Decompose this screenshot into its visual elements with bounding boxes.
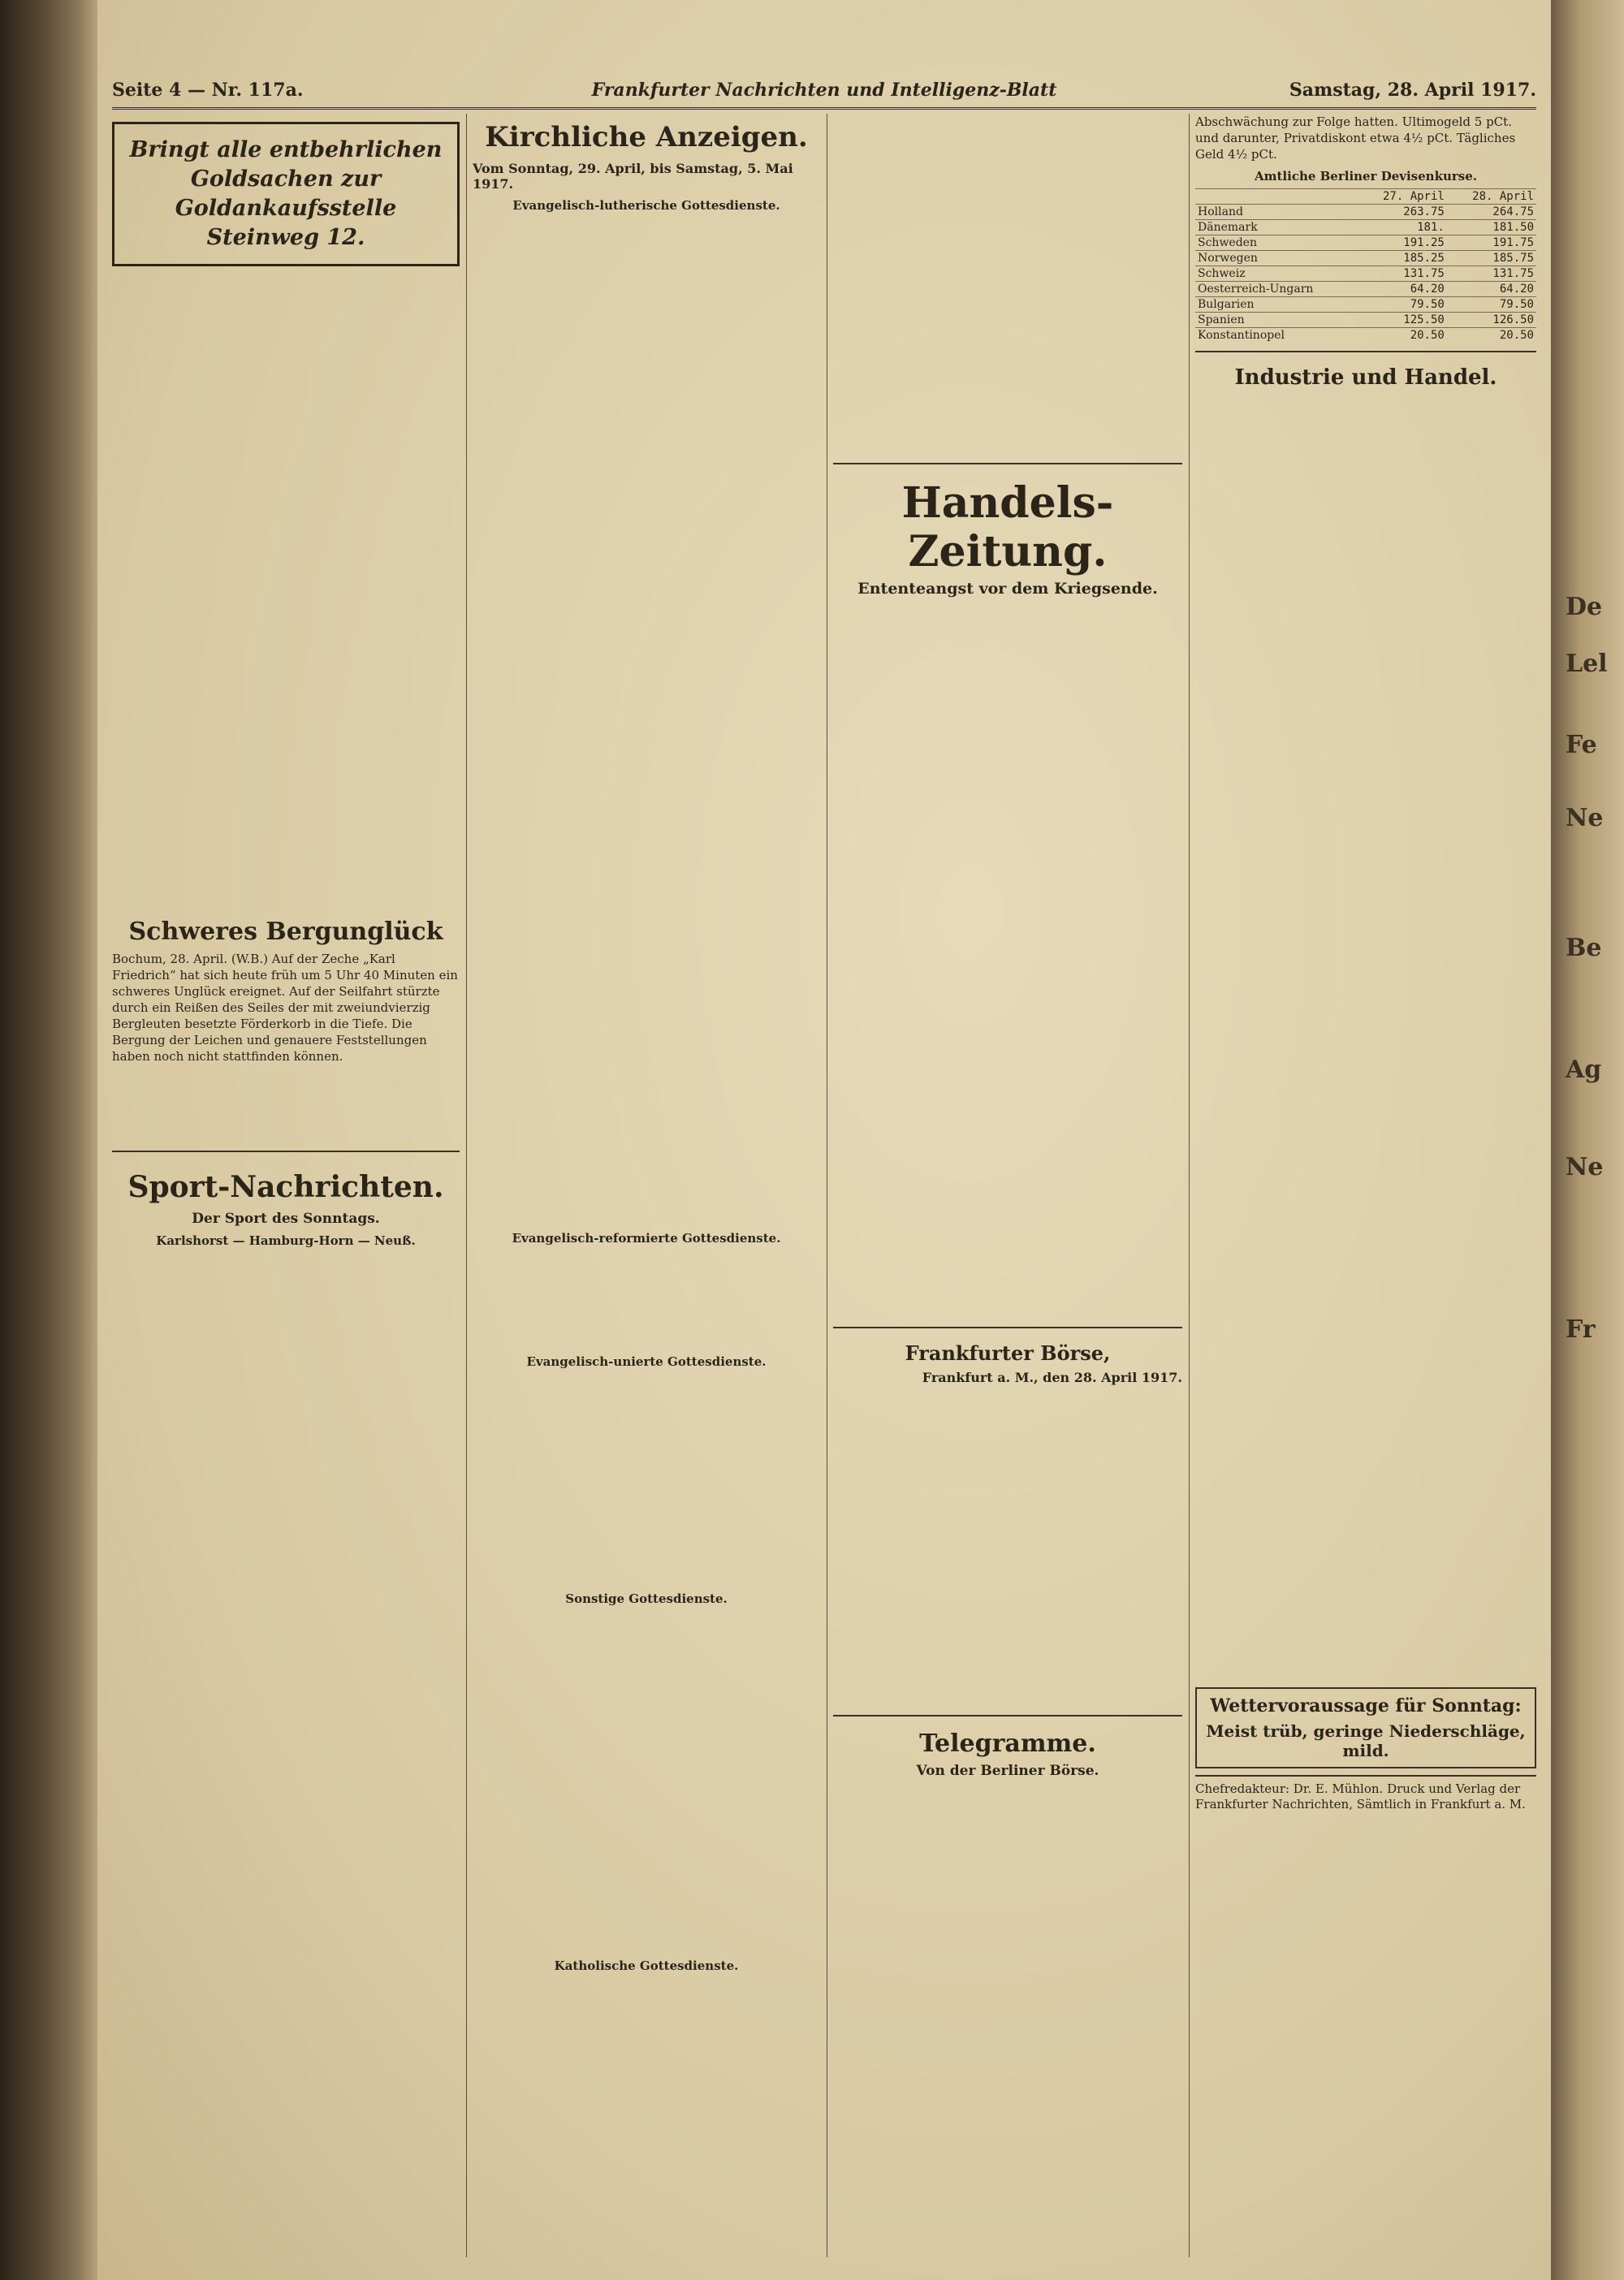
exchange-rates-title: Amtliche Berliner Devisenkurse. (1254, 169, 1477, 184)
table-cell: 185.25 (1358, 251, 1447, 266)
table-cell: 131.75 (1358, 266, 1447, 282)
telegrams-text (833, 1786, 1182, 2167)
mining-accident-text (112, 1069, 460, 1142)
industry-text (1195, 395, 1536, 1678)
table-cell: Spanien (1195, 313, 1358, 328)
church-notices-heading: Kirchliche Anzeigen. (485, 121, 808, 153)
telegrams-heading: Telegramme. (919, 1729, 1096, 1758)
column-3 (833, 114, 1182, 2257)
table-cell: Norwegen (1195, 251, 1358, 266)
table-cell: 125.50 (1358, 313, 1447, 328)
church-notices-continued (833, 114, 1182, 455)
table-row (1195, 313, 1536, 328)
weather-forecast-value: Meist trüb, geringe Niederschläge, mild. (1206, 1721, 1526, 1760)
section-united: Evangelisch-unierte Gottesdienste. (526, 1354, 767, 1369)
table-header-cell: 27. April (1358, 189, 1447, 205)
reformed-services-text (473, 1250, 820, 1348)
table-cell: 181. (1358, 220, 1447, 235)
section-lutheran: Evangelisch-lutherische Gottesdienste. (512, 198, 780, 213)
sport-heading: Sport-Nachrichten. (127, 1170, 444, 1204)
weather-forecast-title: Wettervoraussage für Sonntag: (1210, 1695, 1522, 1716)
table-cell: 79.50 (1447, 297, 1536, 313)
telegrams-subheading: Von der Berliner Börse. (916, 1763, 1099, 1779)
adjacent-fragment: Fe (1566, 731, 1597, 759)
table-cell: 64.20 (1358, 282, 1447, 297)
table-header-row (1195, 189, 1536, 205)
divider (833, 1327, 1182, 1328)
table-cell: 126.50 (1447, 313, 1536, 328)
table-cell: 64.20 (1447, 282, 1536, 297)
sport-text (112, 1254, 460, 2229)
adjacent-fragment: Fr (1566, 1315, 1596, 1344)
table-cell: 131.75 (1447, 266, 1536, 282)
table-cell: 20.50 (1447, 328, 1536, 343)
divider (833, 463, 1182, 464)
table-header-cell: 28. April (1447, 189, 1536, 205)
table-row (1195, 282, 1536, 297)
adjacent-fragment: Lel (1566, 650, 1608, 678)
table-row (1195, 205, 1536, 220)
adjacent-page-edge (1551, 0, 1624, 2280)
table-cell: Schweiz (1195, 266, 1358, 282)
table-cell: Schweden (1195, 235, 1358, 251)
money-market-text: Abschwächung zur Folge hatten. Ultimogeld 5 pCt. und darunter, Privatdiskont etwa 4½ pCt. Tägliches Geld 4½ pCt. (1195, 114, 1516, 162)
entente-article-text (833, 604, 1182, 1319)
newspaper-title: Frankfurter Nachrichten und Intelligenz-Blatt (591, 80, 1057, 101)
issue-date: Samstag, 28. April 1917. (1289, 80, 1536, 101)
catholic-services-text (473, 1978, 820, 2222)
table-cell: 185.75 (1447, 251, 1536, 266)
mining-accident-heading: Schweres Bergunglück (128, 918, 443, 946)
section-reformed: Evangelisch-reformierte Gottesdienste. (512, 1231, 781, 1246)
column-1 (112, 114, 460, 2257)
stock-exchange-text (833, 1390, 1182, 1707)
local-news-text (112, 279, 460, 905)
adjacent-fragment: Ne (1566, 804, 1604, 832)
stock-exchange-heading: Frankfurter Börse, (905, 1341, 1111, 1365)
sport-subheading: Der Sport des Sonntags. (192, 1211, 380, 1227)
table-cell: Holland (1195, 205, 1358, 220)
table-row (1195, 328, 1536, 343)
table-cell: Konstantinopel (1195, 328, 1358, 343)
table-cell: 191.75 (1447, 235, 1536, 251)
gold-collection-ad: Bringt alle entbehrlichen Goldsachen zur Goldankaufsstelle Steinweg 12. (112, 122, 460, 266)
table-cell: 20.50 (1358, 328, 1447, 343)
table-row (1195, 220, 1536, 235)
table-cell: 264.75 (1447, 205, 1536, 220)
table-cell: 191.25 (1358, 235, 1447, 251)
table-cell: 79.50 (1358, 297, 1447, 313)
adjacent-fragment: Ag (1566, 1056, 1602, 1084)
divider (112, 1151, 460, 1152)
divider (833, 1715, 1182, 1716)
table-row (1195, 251, 1536, 266)
church-notices-dateline: Vom Sonntag, 29. April, bis Samstag, 5. Mai 1917. (473, 161, 793, 192)
table-cell: Bulgarien (1195, 297, 1358, 313)
adjacent-fragment: De (1566, 593, 1603, 621)
adjacent-fragment: Ne (1566, 1153, 1604, 1181)
section-catholic: Katholische Gottesdienste. (554, 1958, 739, 1973)
book-binding (0, 0, 97, 2280)
mining-accident-lead: Bochum, 28. April. (W.B.) Auf der Zeche „Karl Friedrich“ hat sich heute früh um 5 Uhr 40 Minuten ein schweres Unglück ereignet. Auf der Seilfahrt stürzte durch ein Reißen des Seiles der mit zweiundvierzig Bergleuten besetzte Förderkorb in die Tiefe. Die Bergung der Leichen und genauere Feststellungen haben noch nicht stattfinden können. (112, 952, 458, 1064)
exchange-rates-table (1195, 188, 1536, 343)
divider (1195, 351, 1536, 352)
page-number: Seite 4 — Nr. 117a. (112, 80, 304, 101)
stock-exchange-date: Frankfurt a. M., den 28. April 1917. (922, 1370, 1182, 1385)
adjacent-fragment: Be (1566, 934, 1602, 962)
section-other: Sonstige Gottesdienste. (565, 1591, 728, 1606)
industry-heading: Industrie und Handel. (1234, 365, 1497, 390)
lutheran-services-text (473, 218, 820, 1224)
table-cell: 263.75 (1358, 205, 1447, 220)
table-cell: Oesterreich-Ungarn (1195, 282, 1358, 297)
column-4 (1195, 114, 1536, 2257)
weather-forecast-box (1195, 1687, 1536, 1768)
commerce-subheading: Ententeangst vor dem Kriegsende. (857, 580, 1158, 598)
newspaper-page (97, 0, 1551, 2280)
table-row (1195, 235, 1536, 251)
column-2 (473, 114, 820, 2257)
column-rule (1189, 114, 1190, 2257)
united-services-text (473, 1374, 820, 1585)
commerce-heading: Handels-Zeitung. (901, 478, 1114, 576)
column-rule (466, 114, 467, 2257)
table-row (1195, 297, 1536, 313)
table-header-cell (1195, 189, 1358, 205)
other-services-text (473, 1611, 820, 1952)
imprint: Chefredakteur: Dr. E. Mühlon. Druck und Verlag der Frankfurter Nachrichten, Sämtlich in Frankfurt a. M. (1195, 1775, 1536, 1812)
sport-kicker: Karlshorst — Hamburg-Horn — Neuß. (156, 1233, 416, 1248)
masthead (112, 75, 1536, 110)
table-cell: 181.50 (1447, 220, 1536, 235)
table-cell: Dänemark (1195, 220, 1358, 235)
table-row (1195, 266, 1536, 282)
